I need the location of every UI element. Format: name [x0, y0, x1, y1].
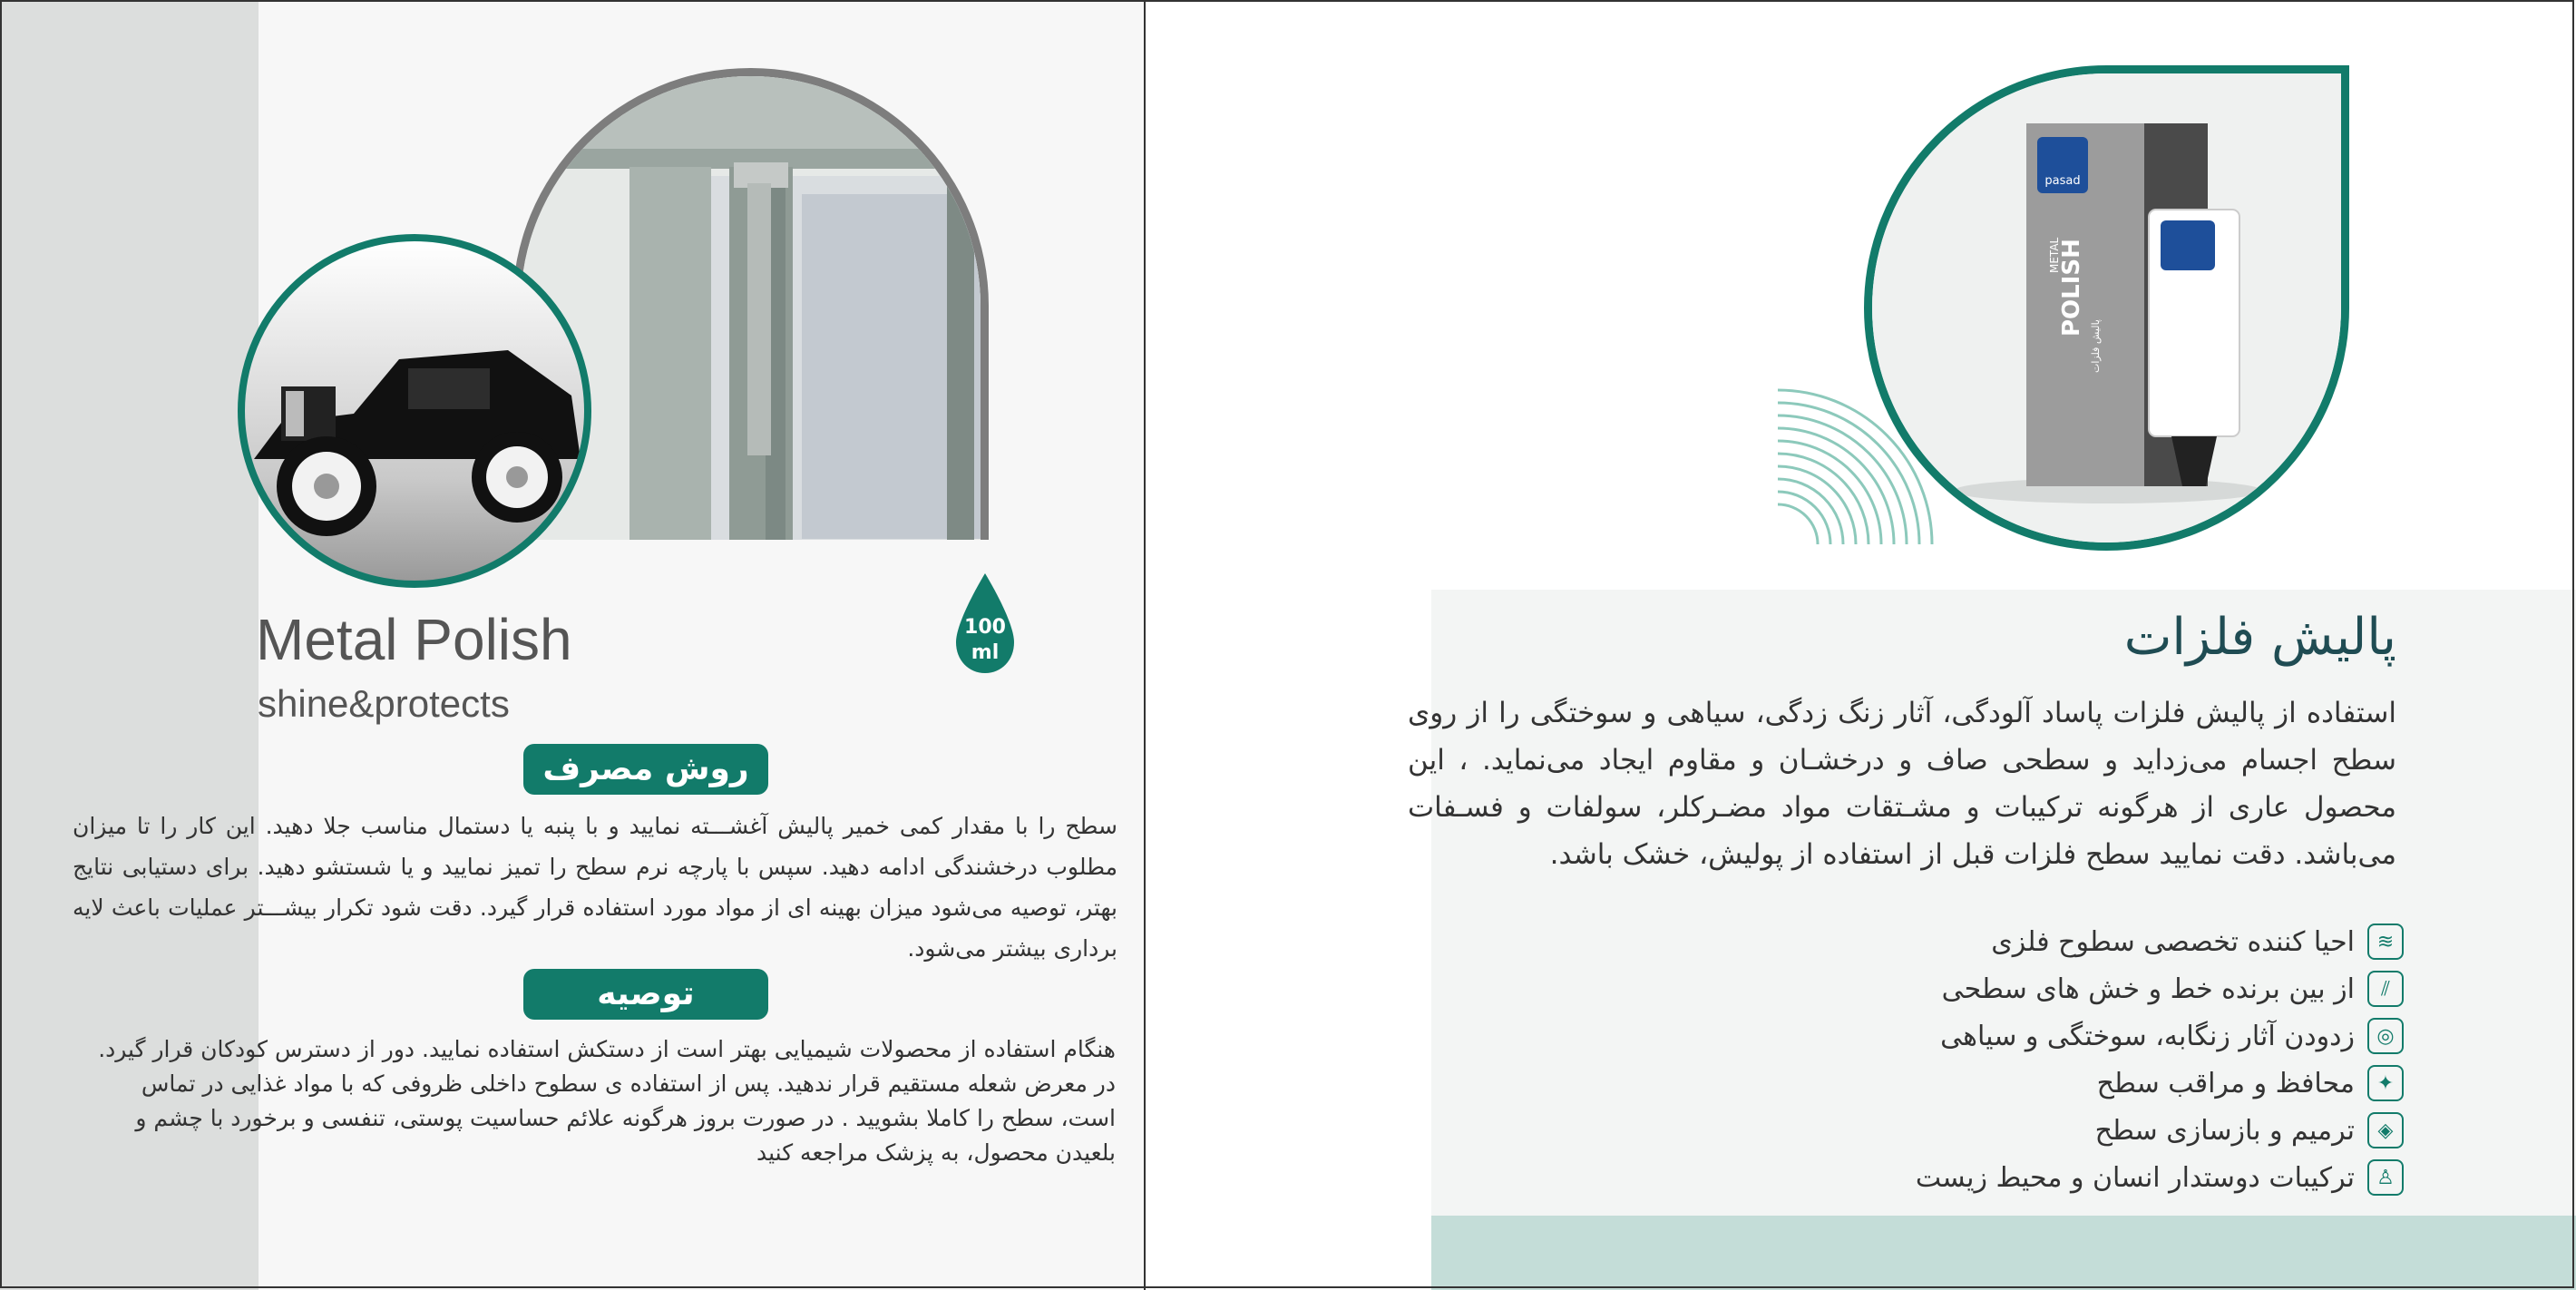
- feature-label: ترکیبات دوستدار انسان و محیط زیست: [1915, 1161, 2355, 1194]
- features-list: [1723, 918, 2404, 1201]
- product-brand: pasad: [2044, 174, 2081, 188]
- product-description: استفاده از پالیش فلزات پاساد آلودگی، آثار زنگ زدگی، سیاهی و سوختگی را از روی سطح اجسام می‌زداید و سطحی صاف و درخشـان و مقاوم ایجاد می‌نماید. ، این محصول عاری از هرگونه ترکیبات و مشـتقات مواد مضـرکلر، سولفات و فسـفات می‌باشد. دقت نمایید سطح فلزات قبل از استفاده از پولیش، خشک باشد.: [1408, 697, 2396, 871]
- product-title: Metal Polish: [256, 607, 572, 672]
- feature-label: محافظ و مراقب سطح: [2096, 1067, 2355, 1099]
- classic-car-illustration: [245, 241, 584, 581]
- person-icon: ♙: [2367, 1159, 2404, 1196]
- product-name-big: POLISH: [2058, 239, 2085, 337]
- feature-item: [1723, 1012, 2404, 1060]
- volume-badge: [952, 615, 1018, 666]
- product-box-illustration: [1872, 73, 2341, 542]
- usage-heading: روش مصرف: [523, 744, 768, 795]
- product-fa-label: پالیش فلزات: [2090, 319, 2102, 373]
- classic-car-photo: [238, 234, 591, 588]
- feature-label: ترمیم و بازسازی سطح: [2094, 1114, 2355, 1147]
- feature-item: [1723, 1060, 2404, 1107]
- volume-value: 100: [964, 616, 1006, 639]
- product-subtitle: shine&protects: [258, 682, 510, 725]
- feature-item: [1723, 918, 2404, 965]
- feature-label: از بین برنده خط و خش های سطحی: [1941, 972, 2355, 1005]
- feature-item: [1723, 1107, 2404, 1154]
- door-hinge-illustration: [521, 76, 989, 540]
- feature-item: [1723, 1154, 2404, 1201]
- page-divider: [1144, 0, 1146, 1290]
- volume-unit: ml: [971, 641, 1000, 664]
- sparkle-icon: ✦: [2367, 1065, 2404, 1101]
- page-title: پالیش فلزات: [2123, 608, 2396, 667]
- door-hinge-photo: [512, 68, 989, 540]
- footer-bar: [1431, 1216, 2576, 1290]
- repair-icon: ◈: [2367, 1112, 2404, 1148]
- target-icon: ◎: [2367, 1018, 2404, 1054]
- product-photo: [1864, 65, 2349, 551]
- product-name-small: METAL: [2048, 237, 2061, 273]
- usage-text: سطح را با مقدار کمی خمیر پالیش آغشـــته نمایید و با پنبه یا دستمال مناسب جلا دهید. این کار را تا میزان مطلوب درخشندگی ادامه دهید. سپس با پارچه نرم سطح را تمیز نمایید و یا شستشو دهید. برای دستیابی نتایج بهتر، توصیه می‌شود میزان بهینه ای از مواد مورد استفاده قرار گیرد. دقت شود تکرار بیشـــتر عملیات باعث لایه برداری بیشتر می‌شود.: [73, 813, 1117, 962]
- advice-text: هنگام استفاده از محصولات شیمیایی بهتر است از دستکش استفاده نمایید. دور از دسترس کودکان قرار گیرد. در معرض شعله مستقیم قرار ندهید. پس از استفاده ی سطوح داخلی ظروفی که با مواد غذایی در تماس است، سطح را کاملا بشویید . در صورت بروز هرگونه علائم حساسیت پوستی، تنفسی و برخورد با چشم و بلعیدن محصول، به پزشک مراجعه کنید: [98, 1036, 1116, 1166]
- feature-item: [1723, 965, 2404, 1012]
- scratch-icon: ⫽: [2367, 971, 2404, 1007]
- feature-label: زدودن آثار زنگابه، سوختگی و سیاهی: [1940, 1020, 2355, 1052]
- advice-heading: توصیه: [523, 969, 768, 1020]
- feature-label: احیا کننده تخصصی سطوح فلزی: [1991, 925, 2355, 958]
- layers-icon: ≋: [2367, 924, 2404, 960]
